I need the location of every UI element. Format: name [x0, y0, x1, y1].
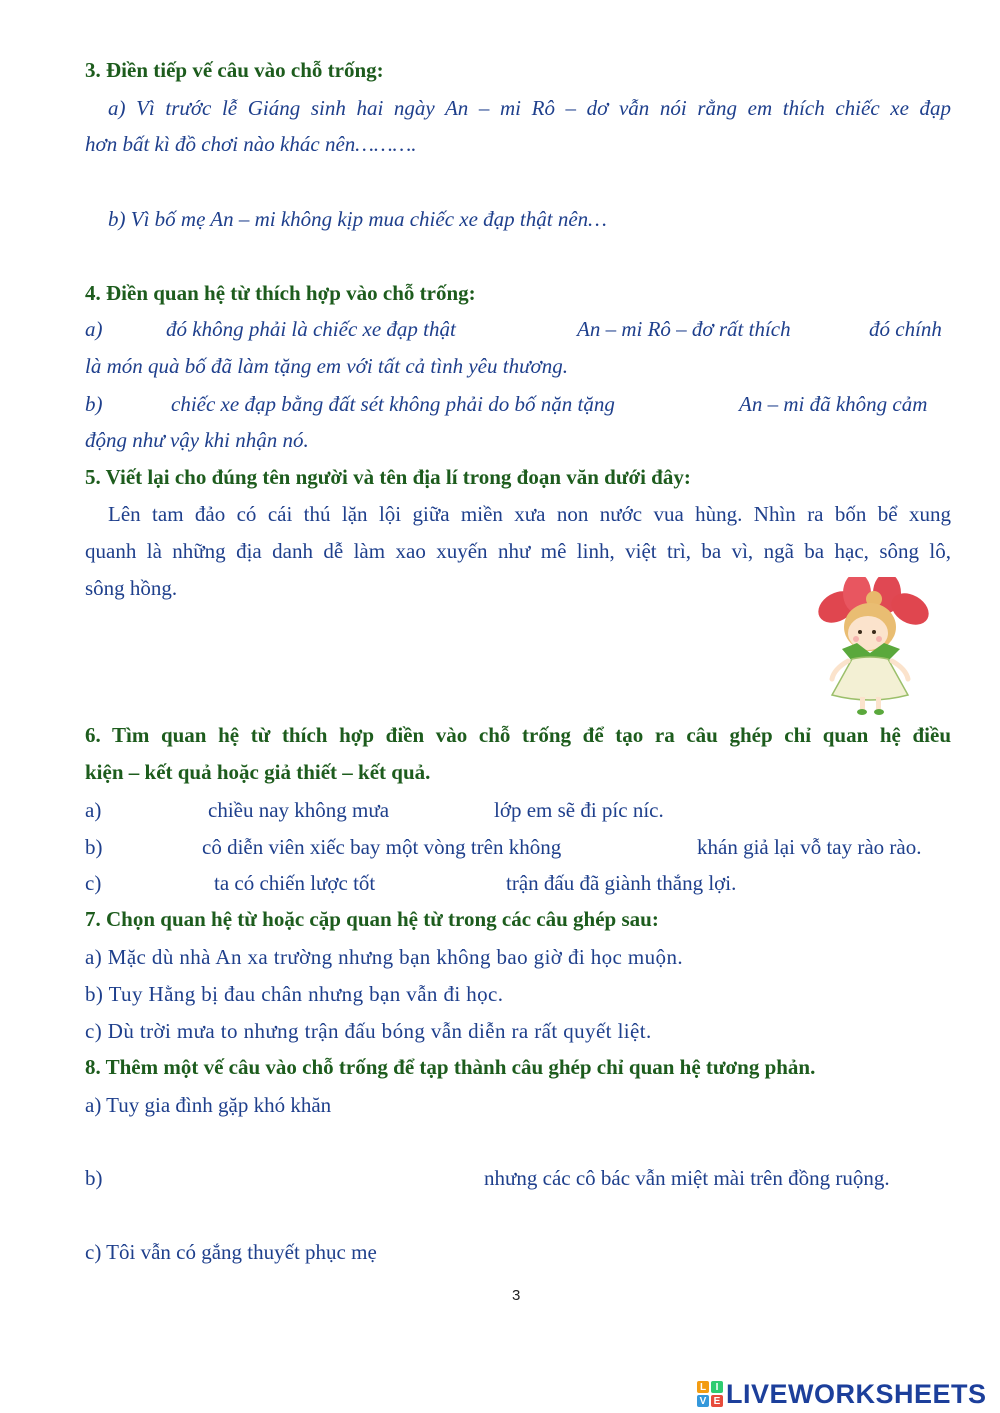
q6-b-part2: khán giả lại vỗ tay rào rào. [697, 835, 922, 859]
q7-c: c) Dù trời mưa to nhưng trận đấu bóng vẫn diễn ra rất quyết liệt. [85, 1019, 652, 1043]
logo-tile-e: E [711, 1395, 723, 1407]
logo-tile-i: I [711, 1381, 723, 1393]
q5-heading: 5. Viết lại cho đúng tên người và tên địa lí trong đoạn văn dưới đây: [85, 465, 691, 489]
q8-heading: 8. Thêm một vế câu vào chỗ trống để tạp thành câu ghép chỉ quan hệ tương phản. [85, 1055, 816, 1079]
q6-c-part1: ta có chiến lược tốt [214, 871, 376, 895]
q4-heading: 4. Điền quan hệ từ thích hợp vào chỗ trống: [85, 281, 476, 305]
flower-fairy-illustration [812, 577, 932, 717]
q5-line2: quanh là những địa danh dễ làm xao xuyến như mê linh, việt trì, ba vì, ngã ba hạc, sông lô, [85, 539, 951, 563]
q4-b-line2: động như vậy khi nhận nó. [85, 428, 309, 452]
q5-line3: sông hồng. [85, 576, 178, 600]
logo-tile-v: V [697, 1395, 709, 1407]
page-number: 3 [512, 1287, 521, 1304]
q6-c-part2: trận đấu đã giành thắng lợi. [506, 871, 737, 895]
q4-b-label: b) [85, 392, 103, 416]
q3-a-line2: hơn bất kì đồ chơi nào khác nên………. [85, 132, 417, 156]
q4-a-part2: An – mi Rô – đơ rất thích [577, 317, 791, 341]
q4-a-label: a) [85, 317, 103, 341]
q4-a-part3: đó chính [869, 317, 942, 341]
q8-a: a) Tuy gia đình gặp khó khăn [85, 1093, 332, 1117]
q7-b: b) Tuy Hằng bị đau chân nhưng bạn vẫn đi học. [85, 982, 504, 1006]
logo-tile-l: L [697, 1381, 709, 1393]
q7-a: a) Mặc dù nhà An xa trường nhưng bạn không bao giờ đi học muộn. [85, 945, 683, 969]
q7-heading: 7. Chọn quan hệ từ hoặc cặp quan hệ từ trong các câu ghép sau: [85, 907, 659, 931]
q3-a-line1: a) Vì trước lễ Giáng sinh hai ngày An – mi Rô – dơ vẫn nói rằng em thích chiếc xe đạp [108, 96, 951, 120]
liveworksheets-logo [697, 1379, 987, 1409]
q8-b-label: b) [85, 1166, 103, 1190]
q4-b-part1: chiếc xe đạp bằng đất sét không phải do bố nặn tặng [171, 392, 615, 416]
logo-text: LIVEWORKSHEETS [726, 1378, 987, 1409]
q6-heading-line1: 6. Tìm quan hệ từ thích hợp điền vào chỗ trống để tạo ra câu ghép chỉ quan hệ điều [85, 723, 951, 747]
q6-a-part1: chiều nay không mưa [208, 798, 390, 822]
q3-b: b) Vì bố mẹ An – mi không kịp mua chiếc xe đạp thật nên… [108, 207, 607, 231]
q8-c: c) Tôi vẫn có gắng thuyết phục mẹ [85, 1240, 377, 1264]
q5-line1: Lên tam đảo có cái thú lặn lội giữa miền xưa non nước vua hùng. Nhìn ra bốn bể xung [108, 502, 951, 526]
q4-b-part2: An – mi đã không cảm [739, 392, 928, 416]
q6-b-label: b) [85, 835, 103, 859]
q8-b-part: nhưng các cô bác vẫn miệt mài trên đồng ruộng. [484, 1166, 890, 1190]
q6-a-part2: lớp em sẽ đi píc níc. [494, 798, 664, 822]
q3-heading: 3. Điền tiếp vế câu vào chỗ trống: [85, 58, 384, 82]
logo-tiles [697, 1381, 723, 1407]
q4-a-part1: đó không phải là chiếc xe đạp thật [166, 317, 456, 341]
q6-heading-line2: kiện – kết quả hoặc giả thiết – kết quả. [85, 760, 431, 784]
q4-a-line2: là món quà bố đã làm tặng em với tất cả tình yêu thương. [85, 354, 568, 378]
q6-a-label: a) [85, 798, 102, 822]
q6-b-part1: cô diễn viên xiếc bay một vòng trên không [202, 835, 562, 859]
q6-c-label: c) [85, 871, 102, 895]
